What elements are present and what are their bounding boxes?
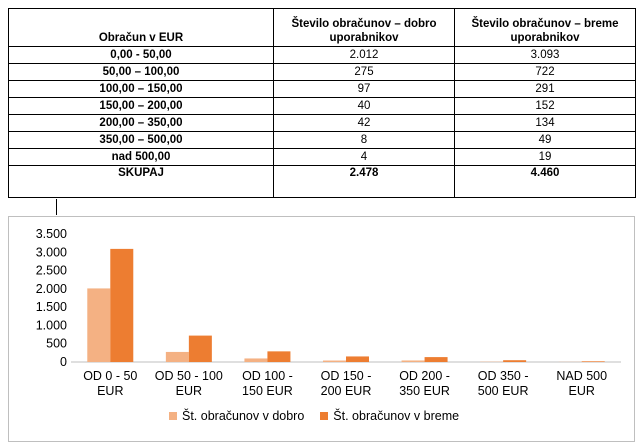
legend-item-debit [320, 409, 459, 423]
x-tick-label: EUR [97, 384, 124, 398]
bar-credit [402, 360, 425, 362]
x-tick-label: EUR [175, 384, 203, 398]
row-debit: 19 [455, 149, 636, 166]
bar-debit [503, 360, 526, 362]
table-row [9, 115, 636, 132]
bar-debit [425, 357, 448, 362]
bar-debit [582, 361, 605, 362]
row-debit: 291 [455, 81, 636, 98]
row-range: 200,00 – 350,00 [9, 115, 274, 132]
x-tick-label: OD 150 - [320, 369, 372, 383]
x-tick-label: 350 EUR [399, 384, 450, 398]
table-row [9, 81, 636, 98]
legend-label-debit: Št. obračunov v breme [333, 409, 460, 423]
row-range: 50,00 – 100,00 [9, 64, 274, 81]
bar-debit [267, 351, 290, 362]
y-tick-label: 1.000 [35, 318, 67, 333]
total-label: SKUPAJ [9, 166, 274, 198]
row-credit: 8 [274, 132, 455, 149]
chart-legend [169, 407, 489, 425]
row-debit: 722 [455, 64, 636, 81]
y-tick-label: 1.500 [35, 300, 67, 315]
row-range: 0,00 - 50,00 [9, 47, 274, 64]
header-credit: Število obračunov – dobro uporabnikov [274, 9, 455, 47]
billing-table [8, 8, 636, 198]
table-total-row [9, 166, 636, 198]
y-tick-label: 3.500 [35, 227, 67, 241]
total-credit: 2.478 [274, 166, 455, 198]
table-row [9, 149, 636, 166]
x-tick-label: OD 350 - [477, 369, 529, 383]
row-credit: 40 [274, 98, 455, 115]
legend-swatch-debit [320, 412, 328, 420]
row-credit: 275 [274, 64, 455, 81]
row-debit: 49 [455, 132, 636, 149]
table-row [9, 98, 636, 115]
row-debit: 152 [455, 98, 636, 115]
legend-item-credit [169, 409, 304, 423]
x-tick-label: 150 EUR [242, 384, 293, 398]
y-tick-label: 2.500 [35, 263, 67, 278]
bar-credit [166, 352, 189, 362]
row-credit: 2.012 [274, 47, 455, 64]
row-credit: 42 [274, 115, 455, 132]
x-tick-label: NAD 500 [556, 369, 608, 383]
header-debit: Število obračunov – breme uporabnikov [455, 9, 636, 47]
row-credit: 97 [274, 81, 455, 98]
x-tick-label: OD 50 - 100 [154, 369, 223, 383]
connector-line [56, 199, 57, 215]
table-header-row [9, 9, 636, 47]
bar-credit [87, 288, 110, 362]
row-range: nad 500,00 [9, 149, 274, 166]
table-row [9, 132, 636, 149]
bar-debit [346, 356, 369, 362]
x-tick-label: OD 0 - 50 [83, 369, 138, 383]
x-tick-label: OD 200 - [399, 369, 450, 383]
table-row [9, 47, 636, 64]
bar-credit [244, 358, 267, 362]
row-debit: 3.093 [455, 47, 636, 64]
bar-debit [110, 249, 133, 362]
table-row [9, 64, 636, 81]
y-tick-label: 2.000 [35, 281, 67, 296]
header-amount: Obračun v EUR [9, 9, 274, 47]
x-tick-label: 500 EUR [477, 384, 529, 398]
chart-container [8, 216, 635, 442]
x-tick-label: EUR [568, 384, 595, 398]
y-tick-label: 3.000 [35, 245, 67, 260]
bar-debit [189, 336, 212, 362]
x-tick-label: 200 EUR [320, 384, 372, 398]
row-range: 350,00 – 500,00 [9, 132, 274, 149]
y-tick-label: 0 [60, 355, 67, 369]
legend-label-credit: Št. obračunov v dobro [182, 409, 305, 423]
row-range: 150,00 – 200,00 [9, 98, 274, 115]
row-debit: 134 [455, 115, 636, 132]
y-tick-label: 500 [46, 336, 67, 351]
row-range: 100,00 – 150,00 [9, 81, 274, 98]
row-credit: 4 [274, 149, 455, 166]
bar-credit [323, 361, 346, 362]
legend-swatch-credit [169, 412, 177, 420]
total-debit: 4.460 [455, 166, 636, 198]
x-tick-label: OD 100 - [242, 369, 293, 383]
